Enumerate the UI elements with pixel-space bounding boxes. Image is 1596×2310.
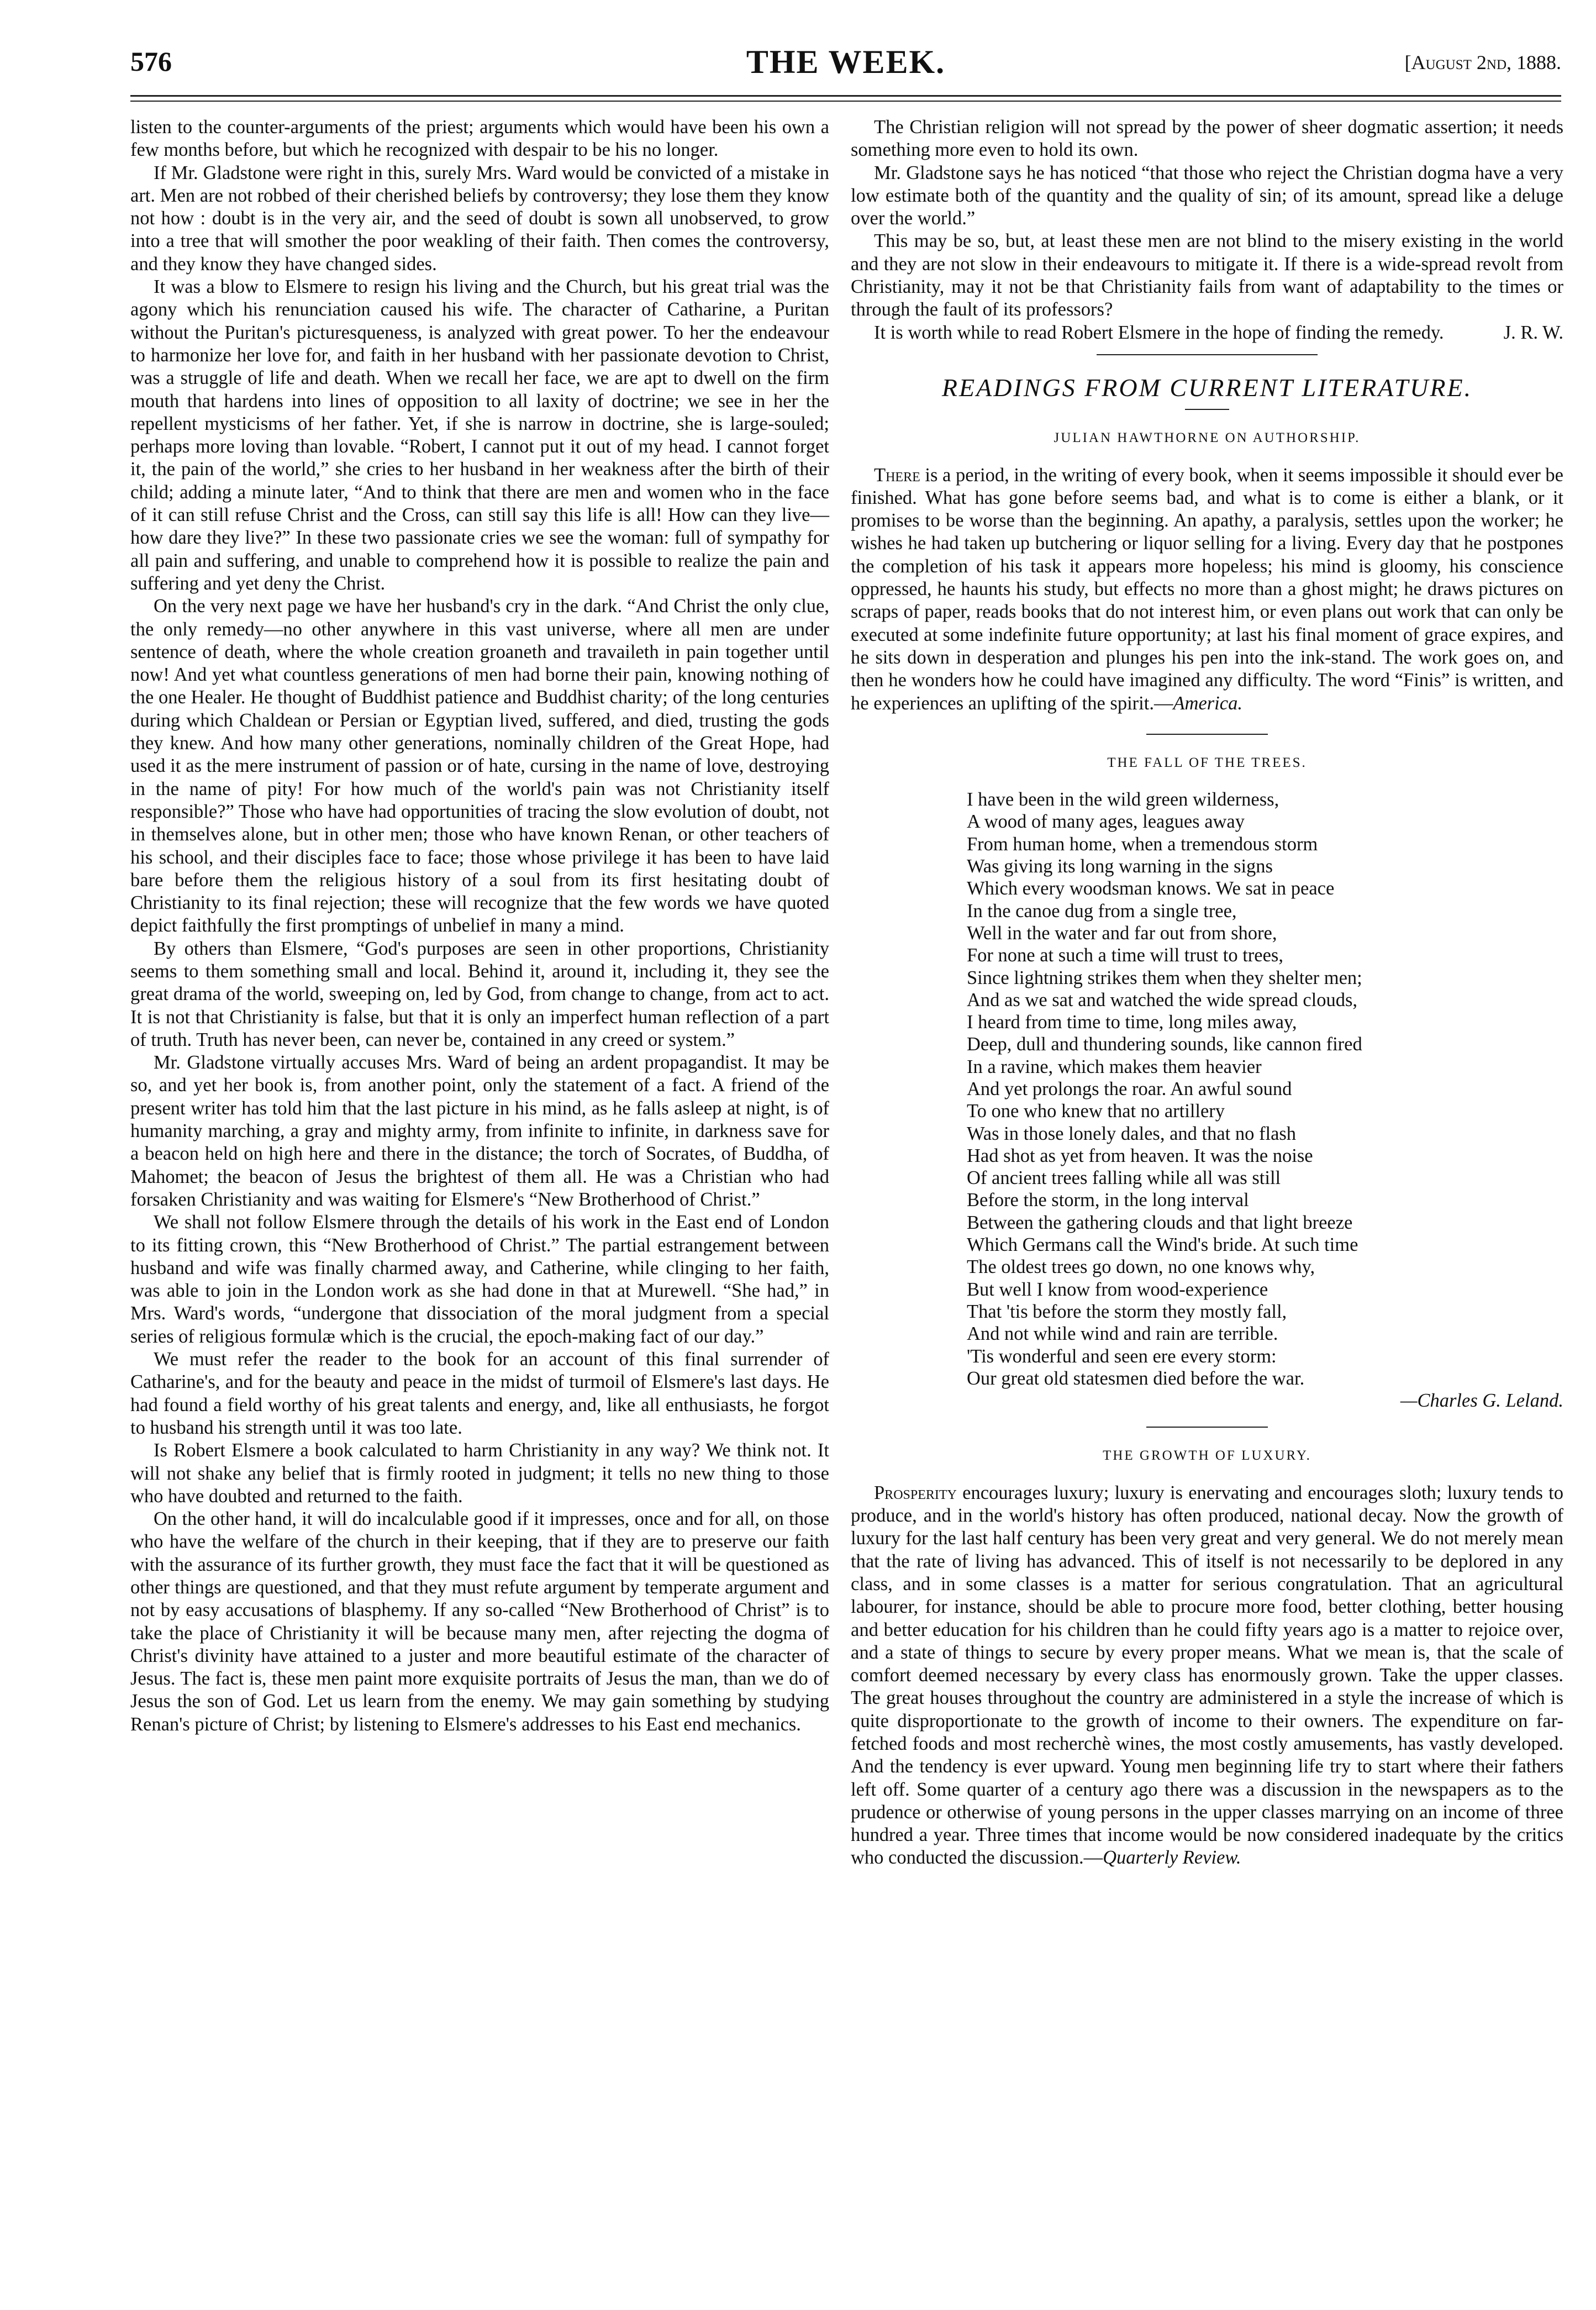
- article-text: encourages luxury; luxury is enervating and encourages sloth; luxury tends to produce, and in the world's history has often produced, national decay. Now the growth of luxury for the last half century has been very great and very general. We do not merely mean that the rate of living has advanced. This of itself is not necessarily to be deplored in any class, and in some classes is a matter for serious congratulation. That an agricultural labourer, for instance, should be able to procure more food, better clothing, better housing and better education for his children than he could fifty years ago is a matter to rejoice over, and a state of things to secure by every proper means. What we mean is, that the scale of comfort deemed necessary by every class has enormously grown. Take the upper classes. The great houses throughout the country are administered in a style the increase of which is quite disproportionate to the growth of income to their owners. The expenditure on far-fetched foods and most recherchè wines, the most costly amusements, has vastly developed. And the tendency is ever upward. Young men beginning life try to start where their fathers left off. Some quarter of a century ago there was a discussion in the newspapers as to the prudence or otherwise of young persons in the upper classes marrying on an income of three hundred a year. Three times that income would be now considered inadequate by the critics who conducted the discussion.—: [851, 1482, 1563, 1869]
- section-divider: [1097, 354, 1318, 355]
- poem-line: Was giving its long warning in the signs: [967, 856, 1273, 877]
- poem: [967, 788, 1563, 1390]
- page-header: [130, 40, 1561, 84]
- poem-line: Between the gathering clouds and that light breeze: [967, 1212, 1353, 1233]
- article-divider: [1146, 734, 1268, 735]
- paragraph: Is Robert Elsmere a book calculated to harm Christianity in any way? We think not. It will not shake any belief that is firmly rooted in judgment; it tells no new thing to those who have doubted and returned to the faith.: [130, 1440, 829, 1507]
- poem-line: 'Tis wonderful and seen ere every storm:: [967, 1345, 1277, 1367]
- paragraph: It is worth while to read Robert Elsmere in the hope of finding the remedy.: [874, 322, 1444, 343]
- paragraph: listen to the counter-arguments of the priest; arguments which would have been his own a few months before, but which he recognized with despair to be his no longer.: [130, 117, 829, 161]
- paragraph: On the very next page we have her husband's cry in the dark. “And Christ the only clue, the only remedy—no other anywhere in this vast universe, where all men are under sentence of death, where the whole creation groaneth and travaileth in pain together until now! And yet what countless generations of men had borne their pain, knowing nothing of the one Healer. He thought of Buddhist patience and Buddhist charity; of the long centuries during which Chaldean or Persian or Egyptian lived, suffered, and died, trusting the gods they knew. And how many other generations, nominally children of the Great Hope, had used it as the mere instrument of passion or of hate, cursing in the name of love, destroying in the name of pity! For how much of the world's pain was not Christianity itself responsible?” Those who have had opportunities of tracing the slow evolution of doubt, not in themselves alone, but in other men; those who have known Renan, or other teachers of his school, and their disciples face to face; those whose privilege it has been to have laid bare before them the religious history of a soul from its first hesitating doubt of Christianity to its final rejection; these will recognize that the few words we have quoted depict faithfully the first promptings of unbelief in many a mind.: [130, 596, 829, 936]
- article-source: Quarterly Review.: [1103, 1847, 1241, 1869]
- poem-line: I heard from time to time, long miles away,: [967, 1012, 1297, 1033]
- poem-line: Before the storm, in the long interval: [967, 1190, 1249, 1211]
- title-rule: [1185, 409, 1229, 410]
- masthead-title: THE WEEK.: [746, 44, 946, 80]
- paragraph: By others than Elsmere, “God's purposes are seen in other proportions, Christianity seems to them something small and local. Behind it, around it, including it, they see the great drama of the world, sweeping on, led by God, from change to change, from act to act. It is not that Christianity is false, but that it is only an imperfect human reflection of a part of truth. Truth has never been, can never be, contained in any creed or system.”: [130, 938, 829, 1050]
- paragraph: We must refer the reader to the book for an account of this final surrender of Catharine's, and for the beauty and peace in the midst of turmoil of Elsmere's last days. He had found a field worthy of his great talents and energy, and, like all enthusiasts, he forgot to husband his strength until it was too late.: [130, 1349, 829, 1438]
- article-title: THE GROWTH OF LUXURY.: [1103, 1448, 1311, 1464]
- poem-title: THE FALL OF THE TREES.: [1107, 755, 1307, 770]
- poem-line: Since lightning strikes them when they shelter men;: [967, 967, 1362, 988]
- author-signature: J. R. W.: [1503, 322, 1563, 343]
- poem-line: That 'tis before the storm they mostly fall,: [967, 1301, 1287, 1322]
- poem-line: Of ancient trees falling while all was still: [967, 1167, 1281, 1189]
- poem-line: Our great old statesmen died before the war.: [967, 1367, 1305, 1389]
- poem-line: Deep, dull and thundering sounds, like cannon fired: [967, 1034, 1362, 1055]
- poem-line: Which Germans call the Wind's bride. At such time: [967, 1234, 1358, 1256]
- poem-line: The oldest trees go down, no one knows why,: [967, 1256, 1315, 1278]
- poem-line: Was in those lonely dales, and that no flash: [967, 1123, 1297, 1144]
- right-column: [851, 116, 1563, 1870]
- closing-paragraph: [851, 322, 1563, 344]
- poem-line: Well in the water and far out from shore,: [967, 922, 1277, 944]
- poem-line: In the canoe dug from a single tree,: [967, 900, 1237, 922]
- paragraph: On the other hand, it will do incalculable good if it impresses, once and for all, on those who have the welfare of the church in their keeping, that if they are to preserve our faith with the assurance of its further growth, they must face the fact that it will be questioned as other things are questioned, and that they must refute argument by temperate argument and not by easy accusations of blasphemy. If any so-called “New Brotherhood of Christ” is to take the place of Christianity it will be because many men, after rejecting the dogma of Christ's divinity have attained to a juster and more beautiful estimate of the character of Jesus. The fact is, these men paint more exquisite portraits of Jesus the man, than we do of Jesus the son of God. Let us learn from the enemy. We may gain something by studying Renan's picture of Christ; by listening to Elsmere's addresses to his East end mechanics.: [130, 1508, 829, 1735]
- poem-line: For none at such a time will trust to trees,: [967, 945, 1283, 966]
- left-column: [130, 116, 829, 1736]
- poem-line: And as we sat and watched the wide spread clouds,: [967, 989, 1358, 1011]
- paragraph: It was a blow to Elsmere to resign his living and the Church, but his great trial was the agony which his renunciation caused his wife. The character of Catharine, a Puritan without the Puritan's picturesqueness, is analyzed with great power. To her the endeavour to harmonize her love for, and faith in her husband with her passionate devotion to Christ, was a struggle of life and death. When we recall her face, we are apt to dwell on the firm mouth that hardens into lines of opposition to all laxity of doctrine; we see in her the repellent mysticisms of her father. Yet, if she is narrow in doctrine, she is large-souled; perhaps more loving than lovable. “Robert, I cannot put it out of my head. I cannot forget it, the pain of the world,” she cries to her husband in her weakness after the birth of their child; adding a minute later, “And to think that there are men and women who in the face of it can still refuse Christ and the Cross, can still say this life is all! How can they live—how dare they live?” In these two passionate cries we see the woman: full of sympathy for all pain and suffering, and unable to comprehend how it is possible to realize the pain and suffering and yet deny the Christ.: [130, 276, 829, 594]
- poem-line: And yet prolongs the roar. An awful sound: [967, 1078, 1292, 1099]
- page-number: 576: [130, 46, 172, 77]
- poem-author: —Charles G. Leland.: [1400, 1390, 1563, 1412]
- poem-line: In a ravine, which makes them heavier: [967, 1056, 1262, 1077]
- article-title: JULIAN HAWTHORNE ON AUTHORSHIP.: [1054, 430, 1361, 446]
- poem-line: From human home, when a tremendous storm: [967, 833, 1318, 855]
- header-rule-bottom: [130, 101, 1561, 102]
- article-body: [851, 1482, 1563, 1870]
- header-rule-top: [130, 95, 1561, 97]
- poem-line: A wood of many ages, leagues away: [967, 811, 1245, 833]
- section-title: READINGS FROM CURRENT LITERATURE.: [941, 373, 1473, 402]
- poem-line: And not while wind and rain are terrible.: [967, 1323, 1278, 1345]
- article-text: is a period, in the writing of every book, when it seems impossible it should ever be finished. What has gone before seems bad, and what is to come is either a blank, or it promises to be worse than the beginning. An apathy, a paralysis, settles upon the worker; he wishes he had taken up butchering or liquor selling for a living. Every day that he postpones the completion of his task it appears more hopeless; his mind is gloomy, his conscience oppressed, he haunts his study, but effects no more than a ghost might; he draws pictures on scraps of paper, reads books that do not interest him, or even plans out work that can only be executed at some indefinite future opportunity; at last his final moment of grace expires, and he sits down in desperation and plunges his pen into the ink-stand. The work goes on, and then he wonders how he could have imagined any difficulty. The word “Finis” is written, and he experiences an uplifting of the spirit.—: [851, 464, 1563, 714]
- paragraph: If Mr. Gladstone were right in this, surely Mrs. Ward would be convicted of a mistake in art. Men are not robbed of their cherished beliefs by controversy; they lose them they know not how : doubt is in the very air, and the seed of doubt is sown all unobserved, to grow into a tree that will smother the poor weakling of their faith. Then comes the controversy, and they know they have changed sides.: [130, 162, 829, 275]
- article-source: America.: [1173, 692, 1242, 714]
- paragraph: Mr. Gladstone says he has noticed “that those who reject the Christian dogma have a very low estimate both of the quantity and the quality of sin; of its amount, spread like a deluge over the world.”: [851, 162, 1563, 229]
- poem-line: But well I know from wood-experience: [967, 1278, 1268, 1300]
- lead-word: There: [874, 464, 920, 486]
- lead-word: Prosperity: [874, 1482, 957, 1503]
- poem-line: To one who knew that no artillery: [967, 1101, 1225, 1122]
- article-divider: [1146, 1427, 1268, 1428]
- article-body: [851, 464, 1563, 715]
- poem-line: I have been in the wild green wilderness,: [967, 789, 1279, 811]
- paragraph: We shall not follow Elsmere through the details of his work in the East end of London to its fitting crown, this “New Brotherhood of Christ.” The partial estrangement between husband and wife was finally charmed away, and Catherine, while clinging to her faith, was able to join in the London work as she had done in that at Murewell. “She had,” in Mrs. Ward's words, “undergone that dissociation of the moral judgment from a special series of religious formulæ which is the crucial, the epoch-making fact of our day.”: [130, 1212, 829, 1347]
- paragraph: Mr. Gladstone virtually accuses Mrs. Ward of being an ardent propagandist. It may be so, and yet her book is, from another point, only the statement of a fact. A friend of the present writer has told him that the last picture in his mind, as he falls asleep at night, is of humanity marching, a gray and mighty army, from infinite to infinite, in darkness save for a beacon held on high here and there in the distance; the torch of Socrates, of Buddha, of Mahomet; the beacon of Jesus the brightest of them all. He was a Christian who had forsaken Christianity and was waiting for Elsmere's “New Brotherhood of Christ.”: [130, 1052, 829, 1210]
- issue-date: [August 2nd, 1888.: [1404, 51, 1561, 73]
- paragraph: This may be so, but, at least these men are not blind to the misery existing in the world and they are not slow in their endeavours to mitigate it. If there is a wide-spread revolt from Christianity, may it not be that Christianity fails from want of adaptability to the times or through the fault of its professors?: [851, 230, 1563, 320]
- paragraph: The Christian religion will not spread by the power of sheer dogmatic assertion; it needs something more even to hold its own.: [851, 117, 1563, 161]
- poem-line: Which every woodsman knows. We sat in peace: [967, 878, 1335, 899]
- poem-line: Had shot as yet from heaven. It was the noise: [967, 1145, 1313, 1166]
